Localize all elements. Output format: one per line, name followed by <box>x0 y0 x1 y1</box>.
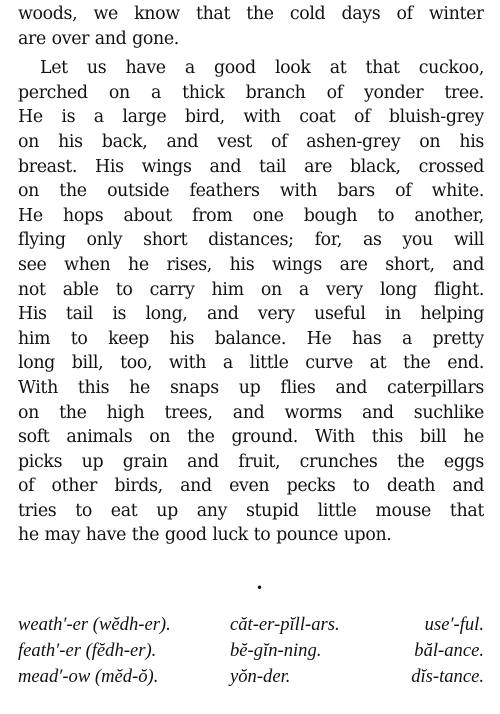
vocabulary-word: căt-er-pĭll-ars. <box>230 614 340 635</box>
text-line: perched on a thick branch of yonder tree. <box>18 82 484 103</box>
text-line: on the high trees, and worms and suchlike <box>18 402 484 423</box>
vocabulary-word: dĭs-tance. <box>411 666 484 687</box>
text-line: not able to carry him on a very long flight. <box>18 279 484 300</box>
text-line: soft animals on the ground. With this bill he <box>18 427 484 448</box>
text-line: long bill, too, with a little curve at the end. <box>18 353 484 374</box>
text-line: of other birds, and even pecks to death and <box>18 476 484 497</box>
text-line: picks up grain and fruit, crunches the eggs <box>18 451 484 472</box>
vocabulary-row <box>18 638 484 664</box>
text-line: Let us have a good look at that cuckoo, <box>40 58 484 79</box>
passage-text <box>18 2 484 548</box>
text-line: woods, we know that the cold days of winter <box>18 4 484 24</box>
vocabulary-word: use′-ful. <box>424 614 484 635</box>
vocabulary-word: băl-ance. <box>414 640 484 661</box>
text-line: breast. His wings and tail are black, crossed <box>18 156 484 177</box>
text-line: see when he rises, his wings are short, and <box>18 254 484 275</box>
text-line: he may have the good luck to pounce upon. <box>18 525 392 546</box>
text-line: With this he snaps up flies and caterpillars <box>18 377 484 398</box>
vocabulary-row <box>18 664 484 690</box>
text-line: He hops about from one bough to another, <box>18 205 484 226</box>
text-line: on his back, and vest of ashen-grey on his <box>18 131 484 152</box>
separator-mark: • <box>256 581 264 595</box>
text-line: on the outside feathers with bars of white. <box>18 181 484 202</box>
vocabulary-word: weath′-er (wĕdh-er). <box>18 614 171 635</box>
vocabulary-word: feath′-er (fĕdh-er). <box>18 640 157 661</box>
text-line: him to keep his balance. He has a pretty <box>18 328 484 349</box>
text-line: His tail is long, and very useful in helping <box>18 304 484 325</box>
text-line: flying only short distances; for, as you will <box>18 230 484 251</box>
vocabulary-row <box>18 612 484 638</box>
text-line: are over and gone. <box>18 28 179 49</box>
text-line: He is a large bird, with coat of bluish-grey <box>18 107 484 128</box>
vocabulary-word: yŏn-der. <box>230 666 291 687</box>
vocabulary-word: bĕ-gĭn-ning. <box>230 640 322 661</box>
vocabulary-list <box>18 612 484 690</box>
vocabulary-word: mead′-ow (mĕd-ŏ). <box>18 666 159 687</box>
text-line: tries to eat up any stupid little mouse that <box>18 500 484 521</box>
